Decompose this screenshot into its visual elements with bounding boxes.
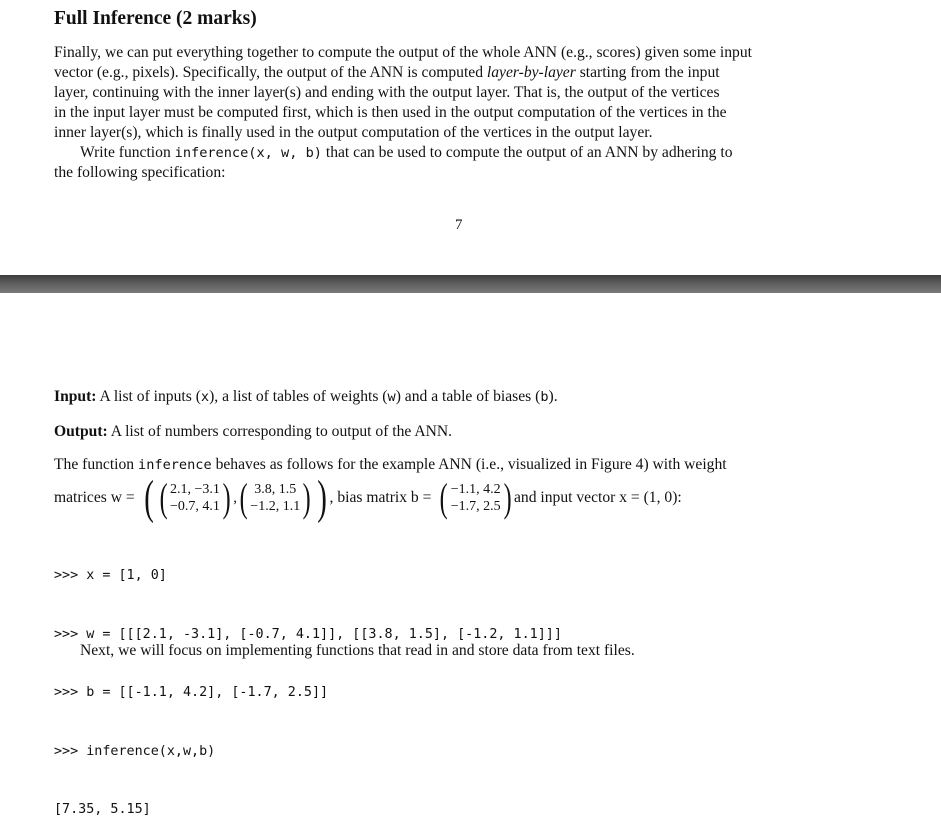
page-number: 7 [455,217,463,233]
matrix-line [54,471,682,524]
intro-line-1: Finally, we can put everything together to compute the output of the whole ANN (e.g., scores) given some input [54,44,752,61]
bias-label: , bias matrix b = [329,489,432,506]
code-line: >>> x = [1, 0] [54,568,167,583]
w2-row-1: 3.8, 1.5 [254,482,297,497]
paragraph-task [54,143,866,183]
intro-line-5: inner layer(s), which is finally used in the output computation of the vertices in the output layer. [54,124,653,141]
matrices-prefix: matrices w = [54,489,135,506]
output-spec: Output: A list of numbers corresponding to output of the ANN. [54,423,453,440]
code-output: [7.35, 5.15] [54,802,151,817]
page-separator [0,275,941,293]
code-line: >>> w = [[[2.1, -3.1], [-0.7, 4.1]], [[3.8, 1.5], [-1.2, 1.1]]] [54,626,562,642]
output-label: Output: [54,423,108,440]
w2-row-2: −1.2, 1.1 [250,499,301,514]
weight-matrices: ( ( 2.1, −3.1 −0.7, 4.1 ) , ( 3.8, 1.5 −1.2, 1.1 ) ) [143,471,327,524]
code-line: >>> inference(x,w,b) [54,743,216,759]
intro-line-4: in the input layer must be computed first, which is then used in the output computation of the vertices in the [54,104,727,121]
w1-row-2: −0.7, 4.1 [169,499,220,514]
task-line-2: the following specification: [54,164,226,181]
input-vector-text: and input vector x = (1, 0): [514,489,682,506]
section-heading: Full Inference (2 marks) [54,8,257,29]
b-row-2: −1.7, 2.5 [450,499,501,514]
intro-line-2: vector (e.g., pixels). Specifically, the output of the ANN is computed layer-by-layer starting from the input [54,64,720,81]
code-line: >>> b = [[-1.1, 4.2], [-1.7, 2.5]] [54,685,329,700]
paragraph-intro [54,43,866,143]
bias-matrix: ( −1.1, 4.2 −1.7, 2.5 ) [440,475,512,520]
inline-code-signature: inference(x, w, b) [174,145,322,161]
emphasis-layer-by-layer: layer-by-layer [486,64,576,81]
intro-line-3: layer, continuing with the inner layer(s) and ending with the output layer. That is, the output of the vertices [54,84,720,101]
task-line-1: Write function inference(x, w, b) that can be used to compute the output of an ANN by adhering to [80,144,733,161]
w1-row-1: 2.1, −3.1 [169,482,220,497]
input-spec: Input: A list of inputs (x), a list of tables of weights (w) and a table of biases (b). [54,388,558,405]
inline-code-inference: inference [138,457,212,473]
behaves-line: The function inference behaves as follows for the example ANN (i.e., visualized in Figure 4) with weight [54,456,727,473]
code-example [54,527,562,839]
input-label: Input: [54,388,97,405]
b-row-1: −1.1, 4.2 [450,482,501,497]
next-paragraph: Next, we will focus on implementing functions that read in and store data from text files. [80,642,635,659]
